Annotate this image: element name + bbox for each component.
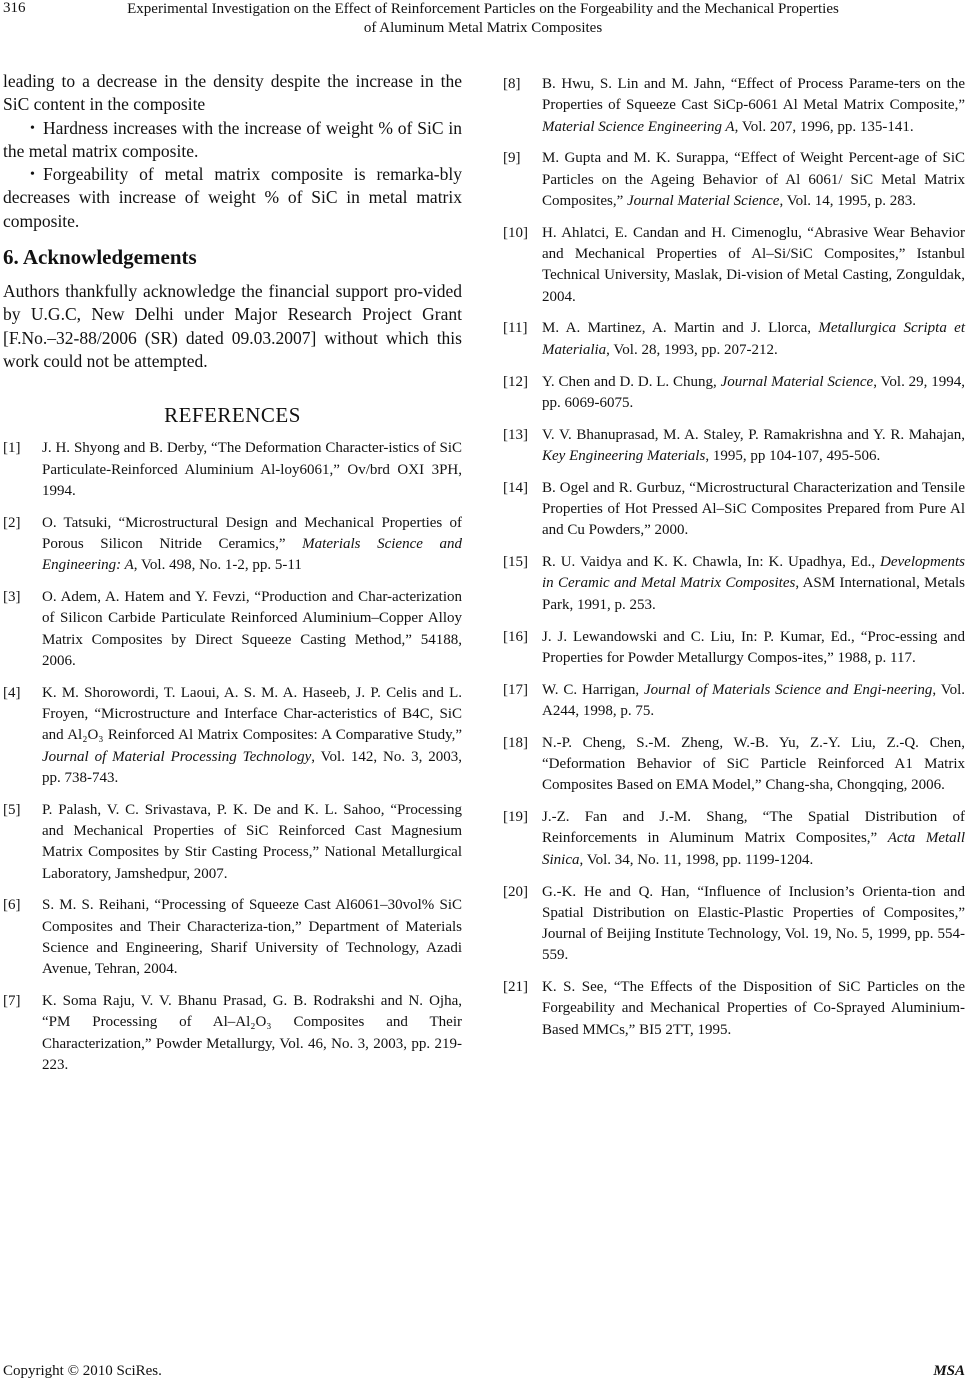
reference-text	[542, 223, 965, 308]
reference-text	[542, 425, 965, 468]
reference-text	[542, 733, 965, 797]
reference-details: , 1995, pp 104-107, 495-506.	[705, 447, 881, 464]
reference-item	[503, 148, 965, 212]
reference-details: , Vol. 498, No. 1-2, pp. 5-11	[133, 557, 302, 574]
journal-abbrev: MSA	[933, 1363, 965, 1379]
references-title: REFERENCES	[164, 403, 301, 428]
reference-body: G.-K. He and Q. Han, “Influence of Inclusion’s Orienta-tion and Spatial Distribution on Elastic-Plastic Properties of Composites,” Journal of Beijing Institute Technology, Vol. 19, No. 5, 1999, pp. 554-559.	[542, 883, 965, 964]
reference-source-italic: Acta Metall Sinica	[542, 830, 965, 868]
reference-source-italic: Material Science Engineering A	[542, 118, 735, 135]
reference-number: [5]	[3, 801, 21, 818]
reference-body: N.-P. Cheng, S.-M. Zheng, W.-B. Yu, Z.-Y. Liu, Z.-Q. Chen, “Deformation Behavior of SiC Particle Reinforced A1 Matrix Composites Based on EMA Model,” Chang-sha, Chongqing, 2006.	[542, 734, 965, 794]
section-title-acknowledgements: 6. Acknowledgements	[3, 245, 197, 270]
bullet-icon: •	[30, 120, 35, 136]
reference-number: [9]	[503, 150, 521, 167]
reference-number: [8]	[503, 76, 521, 92]
reference-item	[3, 800, 462, 885]
reference-number: [19]	[503, 809, 528, 826]
reference-details: , Vol. 29, 1994, pp. 6069-6075.	[542, 373, 965, 411]
reference-number: [1]	[3, 440, 21, 457]
reference-number: [20]	[503, 883, 528, 900]
reference-body: B. Ogel and R. Gurbuz, “Microstructural Characterization and Tensile Properties of Hot Pressed Al–SiC Composites Prepared from Pure Al and Cu Powders,” 2000.	[542, 479, 965, 539]
reference-body: J.-Z. Fan and J.-M. Shang, “The Spatial Distribution of Reinforcements in Aluminum Matrix Composites,”	[542, 809, 965, 847]
reference-body: R. U. Vaidya and K. K. Chawla, In: K. Upadhya, Ed.,	[542, 554, 881, 571]
reference-text	[42, 438, 462, 502]
reference-body: V. V. Bhanuprasad, M. A. Staley, P. Ramakrishna and Y. R. Mahajan,	[542, 426, 965, 443]
intro-paragraph: leading to a decrease in the density despite the increase in the SiC content in the composite	[3, 71, 462, 115]
reference-number: [10]	[503, 224, 528, 241]
bullet-item	[3, 117, 462, 164]
reference-source-italic: Journal of Materials Science and Engi-neering	[643, 681, 933, 698]
reference-number: [4]	[3, 684, 21, 701]
reference-body: Y. Chen and D. D. L. Chung,	[542, 373, 721, 390]
reference-number: [21]	[503, 979, 528, 996]
reference-item	[503, 882, 965, 967]
reference-source-italic: Journal of Material Processing Technology	[42, 748, 312, 765]
reference-item	[3, 587, 462, 672]
reference-details: , ASM International, Metals Park, 1991, p. 253.	[542, 575, 965, 613]
reference-item	[503, 627, 965, 670]
acknowledgements-text: Authors thankfully acknowledge the financial support pro-vided by U.G.C, New Delhi under Major Research Project Grant [F.No.–32-88/2006 (SR) dated 09.03.2007] without which this work could not be attempted.	[3, 281, 462, 371]
reference-details: , Vol. 34, No. 11, 1998, pp. 1199-1204.	[579, 851, 814, 868]
reference-text	[542, 552, 965, 616]
reference-text	[542, 148, 965, 212]
bullet-item	[3, 163, 462, 233]
reference-text	[542, 74, 965, 138]
page-number: 316	[3, 0, 26, 16]
reference-body: K. Soma Raju, V. V. Bhanu Prasad, G. B. Rodrakshi and N. Ojha, “PM Processing of Al–Al₂O₃ Composites and Their Characterization,” Powder Metallurgy, Vol. 46, No. 3, 2003, pp. 219-223.	[42, 993, 462, 1073]
reference-item	[3, 895, 462, 980]
reference-text	[542, 807, 965, 871]
reference-source-italic: Journal Material Science	[627, 192, 780, 209]
running-title	[30, 0, 936, 38]
reference-number: [6]	[3, 897, 21, 914]
reference-body: M. A. Martinez, A. Martin and J. Llorca,	[542, 320, 819, 337]
left-column	[3, 70, 462, 1087]
bullet-text: Hardness increases with the increase of weight % of SiC in the metal matrix composite.	[3, 117, 462, 161]
reference-number: [13]	[503, 426, 528, 443]
reference-item	[503, 733, 965, 797]
reference-item	[3, 438, 462, 502]
reference-body: P. Palash, V. C. Srivastava, P. K. De and K. L. Sahoo, “Processing and Mechanical Properties of SiC Reinforced Cast Magnesium Matrix Composites by Stir Casting Process,” National Metallurgical Laboratory, Jamshedpur, 2007.	[42, 801, 462, 882]
reference-item	[503, 478, 965, 542]
reference-body: W. C. Harrigan,	[542, 681, 644, 698]
reference-body: H. Ahlatci, E. Candan and H. Cimenoglu, “Abrasive Wear Behavior and Mechanical Properties of Al–Si/SiC Composites,” Istanbul Technical University, Maslak, Di-vision of Metal Casting, Zonguldak, 2004.	[542, 224, 965, 305]
reference-item	[503, 372, 965, 415]
reference-list-right	[503, 74, 965, 1041]
bullet-icon: •	[30, 167, 35, 183]
reference-item	[503, 977, 965, 1041]
reference-item	[3, 683, 462, 789]
reference-source-italic: Key Engineering Materials	[542, 447, 706, 464]
reference-text	[542, 680, 965, 723]
reference-text	[42, 683, 462, 789]
reference-number: [12]	[503, 373, 528, 390]
reference-number: [14]	[503, 479, 528, 496]
reference-item	[503, 552, 965, 616]
reference-number: [17]	[503, 681, 528, 698]
reference-text	[542, 478, 965, 542]
reference-item	[503, 425, 965, 468]
reference-item	[503, 807, 965, 871]
running-title-line1: Experimental Investigation on the Effect of Reinforcement Particles on the Forgeability and the Mechanical Properties	[127, 1, 839, 17]
reference-item	[3, 991, 462, 1076]
reference-body: M. Gupta and M. K. Surappa, “Effect of Weight Percent-age of SiC Particles on the Ageing Behavior of Al 6061/ SiC Metal Matrix Composites,”	[542, 150, 965, 209]
reference-text	[542, 372, 965, 415]
reference-number: [3]	[3, 589, 21, 606]
reference-body: J. H. Shyong and B. Derby, “The Deformation Character-istics of SiC Particulate-Reinforced Aluminium Al-loy6061,” Ov/brd OXI 3PH, 1994.	[42, 440, 462, 499]
page-header	[0, 0, 968, 52]
reference-item	[3, 513, 462, 577]
reference-details: , Vol. A244, 1998, p. 75.	[542, 681, 966, 719]
reference-source-italic: Developments in Ceramic and Metal Matrix Composites	[542, 554, 965, 592]
right-column	[503, 74, 965, 1052]
reference-text	[542, 627, 965, 670]
reference-item	[503, 680, 965, 723]
reference-text	[42, 895, 462, 980]
reference-text	[542, 977, 965, 1041]
reference-text	[42, 991, 462, 1076]
reference-details: , Vol. 28, 1993, pp. 207-212.	[606, 341, 778, 358]
reference-text	[542, 318, 965, 361]
reference-number: [2]	[3, 514, 21, 531]
reference-list-left	[3, 438, 462, 1076]
reference-body: B. Hwu, S. Lin and M. Jahn, “Effect of Process Parame-ters on the Properties of Squeeze Cast SiCp-6061 Al Metal Matrix Composite,”	[542, 76, 965, 114]
reference-details: , Vol. 207, 1996, pp. 135-141.	[734, 118, 914, 135]
reference-number: [18]	[503, 734, 528, 751]
reference-details: , Vol. 142, No. 3, 2003, pp. 738-743.	[42, 748, 462, 786]
copyright-text: Copyright © 2010 SciRes.	[3, 1363, 162, 1379]
reference-body: S. M. S. Reihani, “Processing of Squeeze Cast Al6061–30vol% SiC Composites and Their Characteriza-tion,” Department of Materials Science and Engineering, Sharif University of Technology, Azadi Avenue, Tehran, 2004.	[42, 897, 462, 978]
reference-number: [15]	[503, 554, 528, 571]
reference-source-italic: Metallurgica Scripta et Materialia	[542, 320, 966, 358]
reference-body: J. J. Lewandowski and C. Liu, In: P. Kumar, Ed., “Proc-essing and Properties for Powder Metallurgy Compos-ites,” 1988, p. 117.	[542, 628, 965, 666]
reference-body: K. M. Shorowordi, T. Laoui, A. S. M. A. Haseeb, J. P. Celis and L. Froyen, “Microstructure and Interface Char-acteristics of B4C, SiC and Al₂O₃ Reinforced Al Matrix Composites: A Comparative Study,”	[42, 684, 462, 744]
reference-number: [7]	[3, 993, 21, 1010]
reference-item	[503, 318, 965, 361]
reference-text	[42, 513, 462, 577]
reference-text	[542, 882, 965, 967]
reference-number: [11]	[503, 320, 528, 337]
running-title-line2: of Aluminum Metal Matrix Composites	[363, 20, 603, 36]
reference-details: , Vol. 14, 1995, p. 283.	[779, 192, 917, 209]
reference-number: [16]	[503, 628, 528, 645]
reference-source-italic: Materials Science and Engineering: A	[42, 535, 462, 574]
reference-body: K. S. See, “The Effects of the Disposition of SiC Particles on the Forgeability and Mechanical Properties of Co-Sprayed Aluminium-Based MMCs,” BI5 2TT, 1995.	[542, 979, 965, 1038]
bullet-text: Forgeability of metal matrix composite is remarka-bly decreases with increase of weight % of SiC in metal matrix composite.	[3, 164, 462, 231]
reference-text	[42, 800, 462, 885]
reference-body: O. Tatsuki, “Microstructural Design and Mechanical Properties of Porous Silicon Nitride Ceramics,”	[42, 514, 462, 552]
reference-body: O. Adem, A. Hatem and Y. Fevzi, “Production and Char-acterization of Silicon Carbide Particulate Reinforced Aluminium–Copper Alloy Matrix Composites by Direct Squeeze Casting Method,” 54188, 2006.	[42, 589, 462, 669]
reference-text	[42, 587, 462, 672]
reference-source-italic: Journal Material Science	[720, 373, 874, 390]
reference-item	[503, 223, 965, 308]
reference-item	[503, 74, 965, 138]
